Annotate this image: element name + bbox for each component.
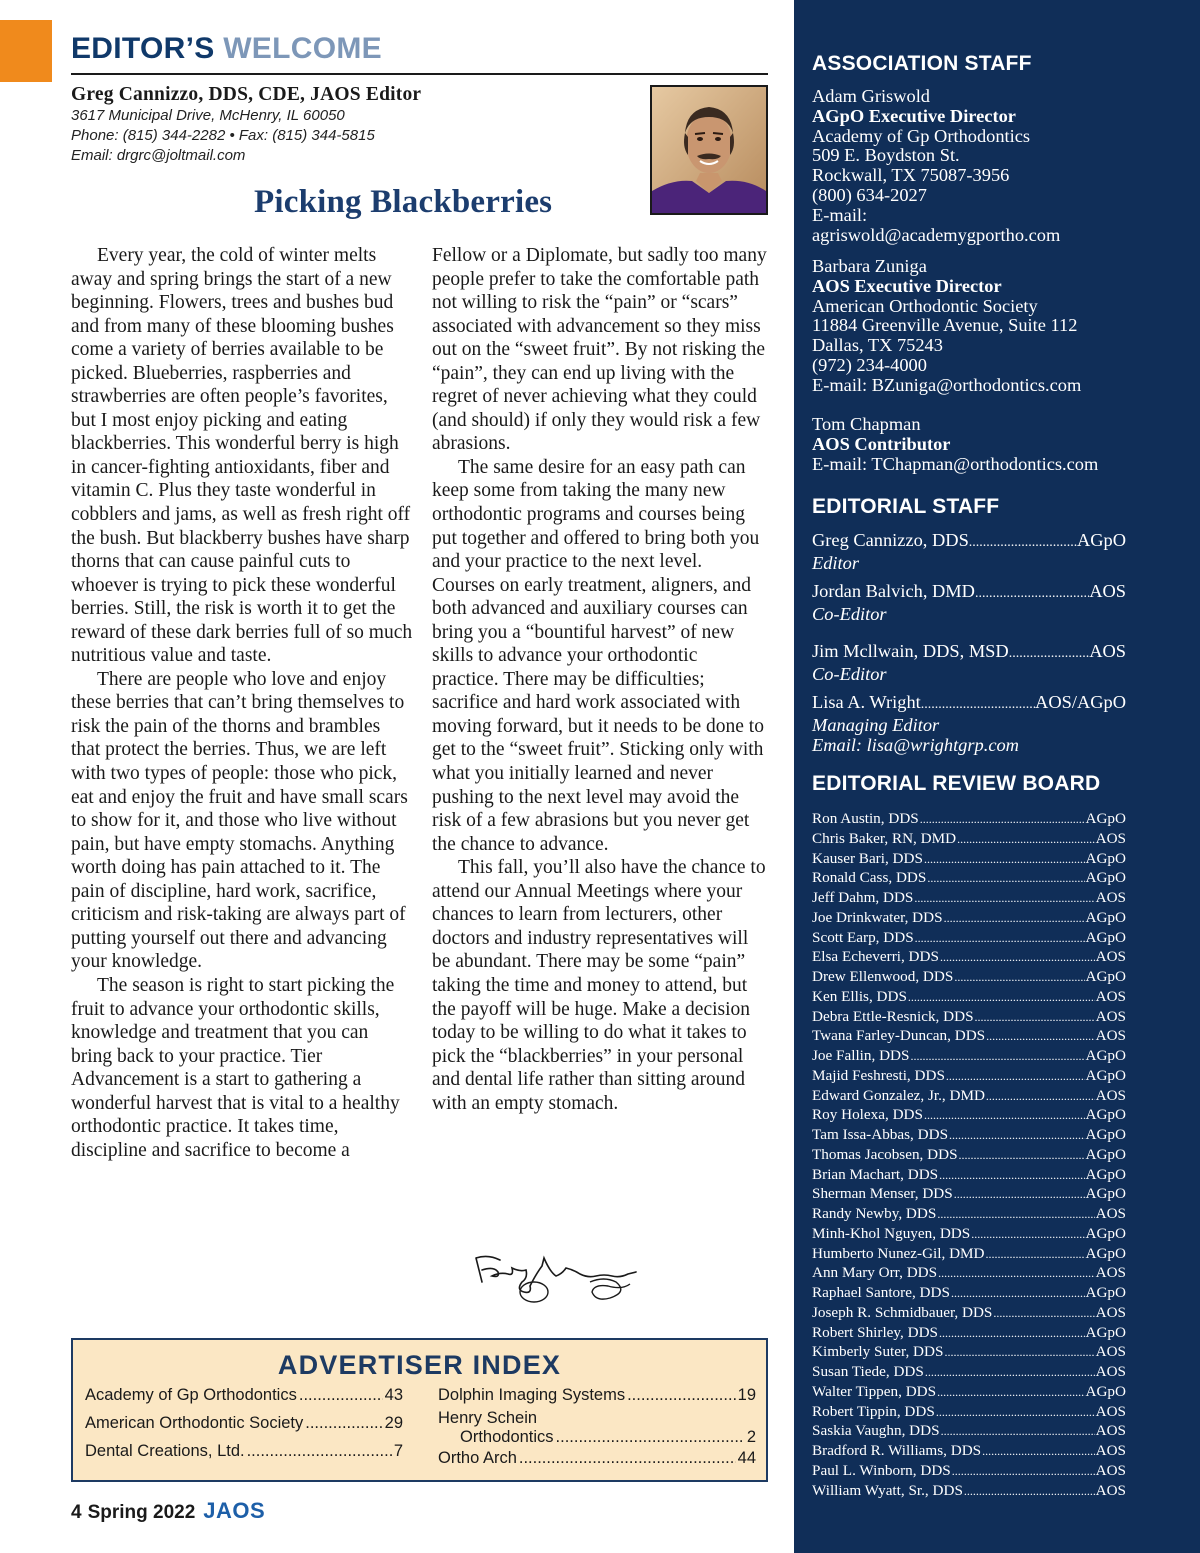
editorial-staff-row bbox=[812, 692, 1126, 715]
review-board-org: AGpO bbox=[1085, 869, 1126, 887]
review-board-name: Edward Gonzalez, Jr., DMD bbox=[812, 1086, 985, 1104]
editor-contact-block bbox=[71, 84, 641, 166]
review-board-name: Brian Machart, DDS bbox=[812, 1165, 939, 1183]
review-board-name: Ronald Cass, DDS bbox=[812, 869, 927, 887]
review-board-org: AGpO bbox=[1085, 1284, 1126, 1301]
review-board-org: AOS bbox=[1095, 1086, 1126, 1104]
leader-dots bbox=[1009, 644, 1090, 664]
review-board-name: Ann Mary Orr, DDS bbox=[812, 1264, 938, 1282]
review-board-member bbox=[812, 1342, 1126, 1362]
editor-address: 3617 Municipal Drive, McHenry, IL 60050 bbox=[71, 107, 345, 124]
review-board-name: Jeff Dahm, DDS bbox=[812, 889, 914, 906]
page-footer bbox=[71, 1498, 265, 1524]
review-board-name: Joseph R. Schmidbauer, DDS bbox=[812, 1303, 993, 1321]
editorial-staff-org: AOS bbox=[1089, 641, 1126, 661]
editorial-staff-member bbox=[812, 530, 1126, 573]
review-board-member bbox=[812, 1263, 1126, 1283]
review-board-name: Ken Ellis, DDS bbox=[812, 987, 907, 1005]
article-paragraph: This fall, you’ll also have the chance to attend our Annual Meetings where your chances to learn from lecturers, other doctors and industry representatives will be abundant. There may be some “pain” taking the time and money to attend, but the payoff will be huge. Make a decision today to be willing to do what it takes to pick the “blackberries” in your personal and dental life rather than sitting around with an empty stomach. bbox=[432, 857, 766, 1114]
advertiser-entry bbox=[438, 1449, 756, 1468]
staff-role: AGpO Executive Director bbox=[812, 105, 1016, 126]
advertiser-column-right bbox=[438, 1386, 756, 1468]
review-board-member bbox=[812, 1046, 1126, 1066]
editorial-staff-title: Editor bbox=[812, 553, 860, 573]
staff-detail: E-mail: BZuniga@orthodontics.com bbox=[812, 374, 1082, 395]
leader-dots bbox=[975, 584, 1089, 604]
review-board-org: AGpO bbox=[1085, 968, 1126, 985]
editor-portrait bbox=[650, 85, 768, 215]
advertiser-index-title: ADVERTISER INDEX bbox=[277, 1350, 562, 1380]
review-board-org: AOS bbox=[1095, 1481, 1126, 1499]
review-board-org: AGpO bbox=[1085, 928, 1126, 946]
advertiser-column-left bbox=[85, 1386, 403, 1470]
advertiser-page: 7 bbox=[393, 1442, 403, 1460]
review-board-member bbox=[812, 1402, 1126, 1422]
review-board-org: AOS bbox=[1095, 829, 1126, 847]
leader-dots bbox=[959, 1146, 1085, 1166]
review-board-name: William Wyatt, Sr., DDS bbox=[812, 1481, 963, 1499]
review-board-member bbox=[812, 1105, 1126, 1125]
advertiser-page: 19 bbox=[737, 1386, 756, 1404]
staff-detail: E-mail: bbox=[812, 204, 868, 225]
editorial-staff-member bbox=[812, 641, 1126, 684]
review-board-name: Sherman Menser, DDS bbox=[812, 1185, 953, 1203]
advertiser-name: Dolphin Imaging Systems bbox=[438, 1386, 626, 1404]
leader-dots bbox=[914, 889, 1094, 909]
leader-dots bbox=[982, 1442, 1094, 1462]
review-board-member bbox=[812, 1026, 1126, 1046]
leader-dots bbox=[944, 909, 1085, 929]
review-board-name: Kimberly Suter, DDS bbox=[812, 1343, 944, 1361]
review-board-org: AGpO bbox=[1085, 849, 1126, 867]
staff-detail: (800) 634-2027 bbox=[812, 184, 927, 205]
review-board-org: AGpO bbox=[1085, 1165, 1126, 1183]
review-board-name: Kauser Bari, DDS bbox=[812, 849, 923, 867]
review-board-member bbox=[812, 928, 1126, 948]
review-board-member bbox=[812, 1204, 1126, 1224]
article-column-2 bbox=[432, 244, 768, 1115]
review-board-name: Debra Ettle-Resnick, DDS bbox=[812, 1007, 974, 1025]
review-board-name: Roy Holexa, DDS bbox=[812, 1106, 923, 1124]
article-paragraph-continued: Fellow or a Diplomate, but sadly too many people prefer to take the comfortable path not willing to risk the “pain” or “scars” associated with advancement so they miss out on the “sweet fruit”. By not risking the “pain”, they can end up living with the regret of never achieving what they could (and should) if only they would risk a few abrasions. bbox=[432, 245, 767, 455]
advertiser-name: American Orthodontic Society bbox=[85, 1414, 304, 1432]
review-board-member bbox=[812, 829, 1126, 849]
section-title-word1: EDITOR’S bbox=[71, 32, 215, 65]
review-board-org: AGpO bbox=[1085, 810, 1126, 827]
staff-role: AOS Executive Director bbox=[812, 275, 1002, 296]
review-board-member bbox=[812, 1184, 1126, 1204]
article-paragraph: The same desire for an easy path can keep some from taking the many new orthodontic programs and courses being put together and offered to bring both you and your practice to the next level. Courses on early treatment, aligners, and both advanced and auxiliary courses can bring you a “bountiful harvest” of new skills to advance your orthodontic practice. There may be difficulties; sacrifice and hard work associated with moving forward, but it needs to be done to get to the “sweet fruit”. Sticking only with what you initially learned and never pushing to the next level may avoid the risk of a few abrasions but you never get the chance to advance. bbox=[432, 456, 764, 855]
review-board-member bbox=[812, 1086, 1126, 1106]
leader-dots bbox=[938, 1264, 1095, 1284]
leader-dots bbox=[969, 533, 1077, 553]
review-board-org: AGpO bbox=[1085, 1224, 1126, 1242]
leader-dots bbox=[924, 850, 1085, 870]
page-number: 4 bbox=[71, 1502, 82, 1523]
review-board-member bbox=[812, 967, 1126, 987]
review-board-member bbox=[812, 1224, 1126, 1244]
review-board-name: Robert Shirley, DDS bbox=[812, 1323, 938, 1341]
review-board-name: Minh-Khol Nguyen, DDS bbox=[812, 1224, 971, 1242]
staff-detail: American Orthodontic Society bbox=[812, 295, 1038, 316]
staff-member bbox=[812, 257, 1192, 396]
review-board-name: Bradford R. Williams, DDS bbox=[812, 1442, 982, 1459]
section-header bbox=[71, 29, 768, 75]
review-board-org: AGpO bbox=[1085, 1323, 1126, 1341]
review-board-member bbox=[812, 908, 1126, 928]
review-board-name: Robert Tippin, DDS bbox=[812, 1402, 935, 1420]
review-board-org: AGpO bbox=[1085, 1145, 1126, 1163]
review-board-name: Thomas Jacobsen, DDS bbox=[812, 1145, 958, 1163]
review-board-name: Paul L. Winborn, DDS bbox=[812, 1461, 951, 1479]
editorial-staff-name: Jim Mcllwain, DDS, MSD bbox=[812, 641, 1009, 661]
advertiser-entry bbox=[85, 1386, 403, 1414]
article-title: Picking Blackberries bbox=[254, 184, 553, 220]
staff-detail: E-mail: TChapman@orthodontics.com bbox=[812, 453, 1099, 474]
review-board-member bbox=[812, 1303, 1126, 1323]
leader-dots bbox=[986, 1087, 1095, 1107]
advertiser-page: 44 bbox=[737, 1449, 756, 1467]
review-board-member bbox=[812, 1283, 1126, 1303]
leader-dots bbox=[921, 695, 1035, 715]
review-board-org: AOS bbox=[1095, 1027, 1126, 1045]
review-board-name: Susan Tiede, DDS bbox=[812, 1363, 924, 1380]
leader-dots bbox=[971, 1225, 1084, 1245]
advertiser-name-line2 bbox=[438, 1428, 756, 1447]
review-board-name: Elsa Echeverri, DDS bbox=[812, 948, 939, 966]
review-board-org: AGpO bbox=[1085, 1126, 1126, 1143]
review-board-member bbox=[812, 1382, 1126, 1402]
leader-dots bbox=[951, 1284, 1085, 1304]
staff-member bbox=[812, 87, 1192, 245]
advertiser-page: 2 bbox=[746, 1428, 756, 1446]
review-board-org: AOS bbox=[1095, 948, 1126, 966]
staff-sidebar bbox=[794, 0, 1200, 1553]
review-board-org: AGpO bbox=[1085, 1185, 1126, 1203]
leader-dots bbox=[939, 1166, 1084, 1186]
review-board-member bbox=[812, 987, 1126, 1007]
review-board-name: Randy Newby, DDS bbox=[812, 1205, 937, 1222]
article-column-1 bbox=[71, 244, 413, 1162]
staff-name: Tom Chapman bbox=[812, 414, 921, 434]
leader-dots bbox=[954, 968, 1084, 988]
editorial-staff-member bbox=[812, 581, 1126, 624]
leader-dots bbox=[957, 830, 1095, 850]
advertiser-name-continued: Orthodontics bbox=[460, 1428, 554, 1446]
review-board-name: Tam Issa-Abbas, DDS bbox=[812, 1126, 949, 1143]
review-board-member bbox=[812, 1461, 1126, 1481]
review-board-org: AOS bbox=[1095, 1442, 1126, 1459]
review-board-org: AOS bbox=[1095, 1264, 1126, 1282]
review-board-heading: EDITORIAL REVIEW BOARD bbox=[812, 772, 1101, 795]
review-board-member bbox=[812, 1421, 1126, 1441]
review-board-org: AOS bbox=[1095, 1007, 1126, 1025]
advertiser-page: 43 bbox=[384, 1386, 403, 1404]
review-board-org: AOS bbox=[1095, 1205, 1126, 1222]
staff-detail: 11884 Greenville Avenue, Suite 112 bbox=[812, 315, 1078, 336]
review-board-name: Chris Baker, RN, DMD bbox=[812, 829, 957, 847]
leader-dots bbox=[986, 1027, 1094, 1047]
section-title-word2: WELCOME bbox=[223, 32, 382, 65]
editor-email: Email: drgrc@joltmail.com bbox=[71, 147, 246, 164]
review-board-org: AGpO bbox=[1085, 908, 1126, 926]
advertiser-name: Academy of Gp Orthodontics bbox=[85, 1386, 297, 1404]
editor-signature bbox=[470, 1248, 645, 1308]
magazine-name: JAOS bbox=[203, 1498, 266, 1523]
review-board-org: AOS bbox=[1095, 987, 1126, 1005]
advertiser-name: Henry Schein bbox=[438, 1409, 538, 1427]
staff-member bbox=[812, 415, 1192, 474]
review-board-org: AOS bbox=[1095, 1422, 1126, 1440]
review-board-member bbox=[812, 1362, 1126, 1382]
review-board-org: AGpO bbox=[1085, 1066, 1126, 1084]
staff-name: Adam Griswold bbox=[812, 86, 930, 106]
leader-dots bbox=[964, 1482, 1095, 1502]
leader-dots bbox=[993, 1304, 1094, 1324]
leader-dots bbox=[247, 1442, 392, 1461]
review-board-org: AOS bbox=[1095, 889, 1126, 906]
orange-tab-decoration bbox=[0, 20, 52, 82]
signature-scribble bbox=[470, 1248, 645, 1308]
review-board-member bbox=[812, 1481, 1126, 1501]
editorial-staff-row bbox=[812, 641, 1126, 664]
advertiser-entry bbox=[438, 1409, 756, 1447]
review-board-member bbox=[812, 1007, 1126, 1027]
editorial-staff-title: Co-Editor bbox=[812, 604, 887, 624]
staff-detail: 509 E. Boydston St. bbox=[812, 145, 960, 166]
review-board-member bbox=[812, 1145, 1126, 1165]
leader-dots bbox=[937, 1383, 1084, 1403]
editorial-staff-org: AOS/AGpO bbox=[1035, 692, 1126, 712]
review-board-member bbox=[812, 1323, 1126, 1343]
advertiser-name: Dental Creations, Ltd. bbox=[85, 1442, 245, 1460]
staff-role: AOS Contributor bbox=[812, 433, 951, 454]
editorial-staff-heading: EDITORIAL STAFF bbox=[812, 495, 1000, 518]
review-board-org: AOS bbox=[1095, 1461, 1126, 1479]
leader-dots bbox=[925, 1363, 1095, 1383]
review-board-name: Walter Tippen, DDS bbox=[812, 1382, 937, 1400]
editorial-staff-org: AOS bbox=[1089, 581, 1126, 601]
editor-phone-fax: Phone: (815) 344-2282 • Fax: (815) 344-5815 bbox=[71, 127, 375, 144]
editorial-staff-org: AGpO bbox=[1076, 530, 1126, 550]
review-board-org: AGpO bbox=[1085, 1047, 1126, 1064]
review-board-name: Ron Austin, DDS bbox=[812, 810, 919, 827]
review-board-name: Saskia Vaughn, DDS bbox=[812, 1422, 940, 1440]
leader-dots bbox=[952, 1462, 1095, 1482]
review-board-org: AOS bbox=[1095, 1402, 1126, 1420]
review-board-member bbox=[812, 849, 1126, 869]
review-board-member bbox=[812, 1244, 1126, 1264]
article-paragraph: The season is right to start picking the fruit to advance your orthodontic skills, knowledge and treatment that you can bring back to your practice. Tier Advancement is a start to gathering a wonderful harvest that is vital to a healthy orthodontic practice. It takes time, discipline and sacrifice to become a bbox=[71, 974, 400, 1161]
article-paragraph: There are people who love and enjoy these berries that can’t bring themselves to risk the pain of the thorns and brambles that protect the berries. Thus, we are left with two types of people: those who pick, eat and enjoy the fruit and have small scars to show for it, and those who live without pain, but have empty stomachs. Anything worth doing has pain attached to it. The pain of discipline, hard work, sacrifice, criticism and risk-taking are always part of putting yourself out there and advancing your knowledge. bbox=[71, 668, 408, 973]
review-board-name: Raphael Santore, DDS bbox=[812, 1284, 950, 1301]
review-board-member bbox=[812, 1441, 1126, 1461]
leader-dots bbox=[946, 1067, 1085, 1087]
leader-dots bbox=[305, 1414, 382, 1433]
leader-dots bbox=[937, 1205, 1094, 1225]
review-board-name: Humberto Nunez-Gil, DMD bbox=[812, 1244, 985, 1262]
review-board-list bbox=[812, 809, 1126, 1500]
review-board-org: AOS bbox=[1095, 1363, 1126, 1380]
issue-season: Spring 2022 bbox=[87, 1502, 196, 1523]
leader-dots bbox=[299, 1386, 383, 1405]
leader-dots bbox=[944, 1343, 1094, 1363]
review-board-org: AGpO bbox=[1085, 1106, 1126, 1124]
article-paragraph: Every year, the cold of winter melts away and spring brings the start of a new beginning. Flowers, trees and bushes bud and from many of these blooming bushes come a variety of berries available to be picked. Blueberries, raspberries and strawberries are often people’s favorites, but I most enjoy picking and eating blackberries. This wonderful berry is high in cancer-fighting antioxidants, fiber and vitamin C. Plus they taste wonderful in cobblers and jams, as well as fresh right off the bush. But blackberry bushes have sharp thorns that can cause painful cuts to whoever is trying to pick these wonderful berries. Still, the risk is worth it to get the reward of these dark berries full of so much nutritious value and taste. bbox=[71, 245, 413, 667]
review-board-member bbox=[812, 809, 1126, 829]
advertiser-page: 29 bbox=[384, 1414, 403, 1432]
review-board-name: Majid Feshresti, DDS bbox=[812, 1066, 945, 1084]
leader-dots bbox=[627, 1386, 736, 1405]
review-board-member bbox=[812, 1125, 1126, 1145]
leader-dots bbox=[940, 948, 1095, 968]
staff-name: Barbara Zuniga bbox=[812, 256, 927, 276]
editorial-staff-name: Jordan Balvich, DMD bbox=[812, 581, 975, 601]
review-board-member bbox=[812, 888, 1126, 908]
advertiser-entry bbox=[85, 1442, 403, 1470]
advertiser-name: Ortho Arch bbox=[438, 1449, 517, 1467]
staff-detail: agriswold@academygportho.com bbox=[812, 224, 1061, 245]
staff-detail: (972) 234-4000 bbox=[812, 354, 927, 375]
review-board-name: Twana Farley-Duncan, DDS bbox=[812, 1027, 986, 1045]
review-board-org: AOS bbox=[1095, 1343, 1126, 1361]
leader-dots bbox=[986, 1245, 1085, 1265]
leader-dots bbox=[975, 1008, 1095, 1028]
review-board-member bbox=[812, 1066, 1126, 1086]
leader-dots bbox=[915, 929, 1085, 949]
staff-detail: Rockwall, TX 75087-3956 bbox=[812, 165, 1010, 186]
leader-dots bbox=[920, 810, 1085, 830]
review-board-member bbox=[812, 868, 1126, 888]
editorial-staff-row bbox=[812, 530, 1126, 553]
review-board-org: AGpO bbox=[1085, 1244, 1126, 1262]
leader-dots bbox=[556, 1428, 745, 1447]
review-board-name: Drew Ellenwood, DDS bbox=[812, 968, 954, 985]
editorial-staff-member bbox=[812, 692, 1126, 755]
leader-dots bbox=[924, 1106, 1085, 1126]
leader-dots bbox=[941, 1422, 1095, 1442]
editorial-staff-row bbox=[812, 581, 1126, 604]
leader-dots bbox=[936, 1403, 1095, 1423]
review-board-org: AOS bbox=[1095, 1303, 1126, 1321]
editorial-staff-name: Greg Cannizzo, DDS bbox=[812, 530, 969, 550]
leader-dots bbox=[910, 1047, 1084, 1067]
leader-dots bbox=[927, 869, 1084, 889]
editorial-staff-name: Lisa A. Wright bbox=[812, 692, 921, 712]
advertiser-entry bbox=[438, 1386, 756, 1405]
review-board-org: AGpO bbox=[1085, 1382, 1126, 1400]
review-board-name: Joe Fallin, DDS bbox=[812, 1047, 910, 1064]
editor-name: Greg Cannizzo, DDS, CDE, JAOS Editor bbox=[71, 84, 422, 105]
advertiser-index bbox=[71, 1338, 768, 1482]
leader-dots bbox=[949, 1126, 1084, 1146]
leader-dots bbox=[908, 988, 1095, 1008]
editorial-staff-title: Co-Editor bbox=[812, 664, 887, 684]
review-board-member bbox=[812, 947, 1126, 967]
advertiser-entry bbox=[85, 1414, 403, 1442]
staff-detail: Academy of Gp Orthodontics bbox=[812, 125, 1031, 146]
review-board-name: Scott Earp, DDS bbox=[812, 928, 914, 946]
leader-dots bbox=[939, 1324, 1085, 1344]
leader-dots bbox=[519, 1449, 736, 1468]
review-board-name: Joe Drinkwater, DDS bbox=[812, 908, 943, 926]
editorial-staff-title: Email: lisa@wrightgrp.com bbox=[812, 735, 1019, 755]
editor-portrait-illustration bbox=[652, 87, 766, 213]
review-board-member bbox=[812, 1165, 1126, 1185]
staff-detail: Dallas, TX 75243 bbox=[812, 335, 943, 356]
association-staff-heading: ASSOCIATION STAFF bbox=[812, 52, 1032, 75]
section-title bbox=[71, 29, 768, 69]
leader-dots bbox=[954, 1185, 1085, 1205]
editorial-staff-title: Managing Editor bbox=[812, 715, 940, 735]
